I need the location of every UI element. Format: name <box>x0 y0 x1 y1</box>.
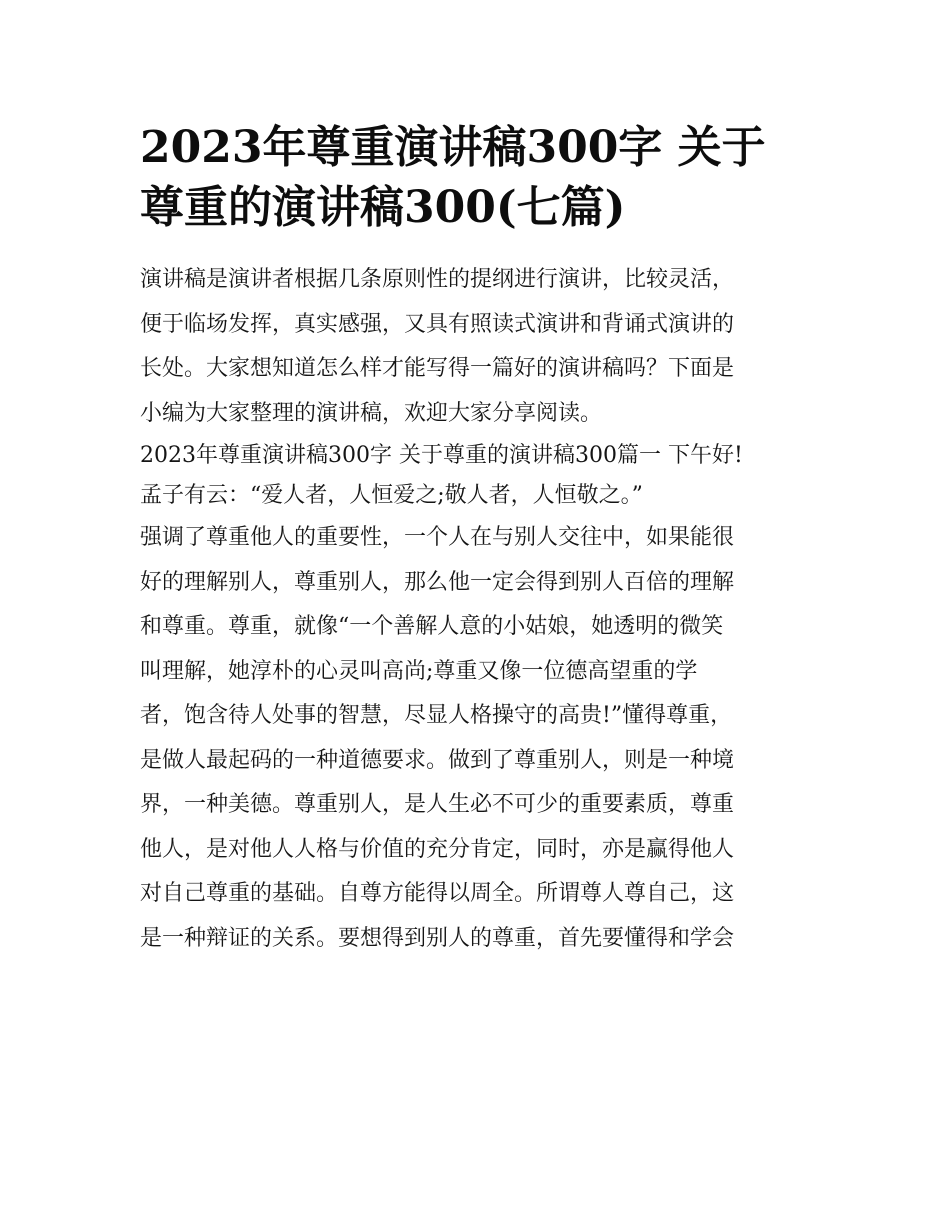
text-line: 演讲稿是演讲者根据几条原则性的提纲进行演讲，比较灵活， <box>140 267 735 292</box>
text-line: 好的理解别人，尊重别人，那么他一定会得到别人百倍的理解 <box>140 569 735 595</box>
text-line: 是一种辩证的关系。要想得到别人的尊重，首先要懂得和学会 <box>140 925 735 951</box>
text-line: 长处。大家想知道怎么样才能写得一篇好的演讲稿吗？下面是 <box>140 356 735 381</box>
document-title <box>140 118 812 238</box>
document-content <box>140 118 812 961</box>
text-line: 和尊重。尊重，就像“一个善解人意的小姑娘，她透明的微笑 <box>140 614 724 639</box>
text-line: 界，一种美德。尊重别人，是人生必不可少的重要素质，尊重 <box>140 792 735 817</box>
text-line: 者，饱含待人处事的智慧，尽显人格操守的高贵!”懂得尊重， <box>140 703 733 728</box>
text-line: 2023年尊重演讲稿300字 关于尊重的演讲稿300篇一 下午好! <box>140 443 743 468</box>
text-line: 孟子有云：“爱人者，人恒爱之;敬人者，人恒敬之。” <box>140 483 643 508</box>
section-heading <box>140 436 812 516</box>
text-line: 他人，是对他人人格与价值的充分肯定，同时，亦是赢得他人 <box>140 836 735 862</box>
text-line: 叫理解，她淳朴的心灵叫高尚;尊重又像一位德高望重的学 <box>140 658 698 684</box>
body-paragraph <box>140 516 812 961</box>
text-line: 便于临场发挥，真实感强，又具有照读式演讲和背诵式演讲的 <box>140 311 735 337</box>
title-line: 尊重的演讲稿300(七篇) <box>140 182 626 233</box>
text-line: 是做人最起码的一种道德要求。做到了尊重别人，则是一种境 <box>140 747 735 773</box>
title-line: 2023年尊重演讲稿300字 关于 <box>140 122 766 173</box>
intro-paragraph <box>140 258 812 436</box>
text-line: 小编为大家整理的演讲稿，欢迎大家分享阅读。 <box>140 400 603 426</box>
text-line: 强调了尊重他人的重要性，一个人在与别人交往中，如果能很 <box>140 525 735 550</box>
text-line: 对自己尊重的基础。自尊方能得以周全。所谓尊人尊自己，这 <box>140 881 735 906</box>
